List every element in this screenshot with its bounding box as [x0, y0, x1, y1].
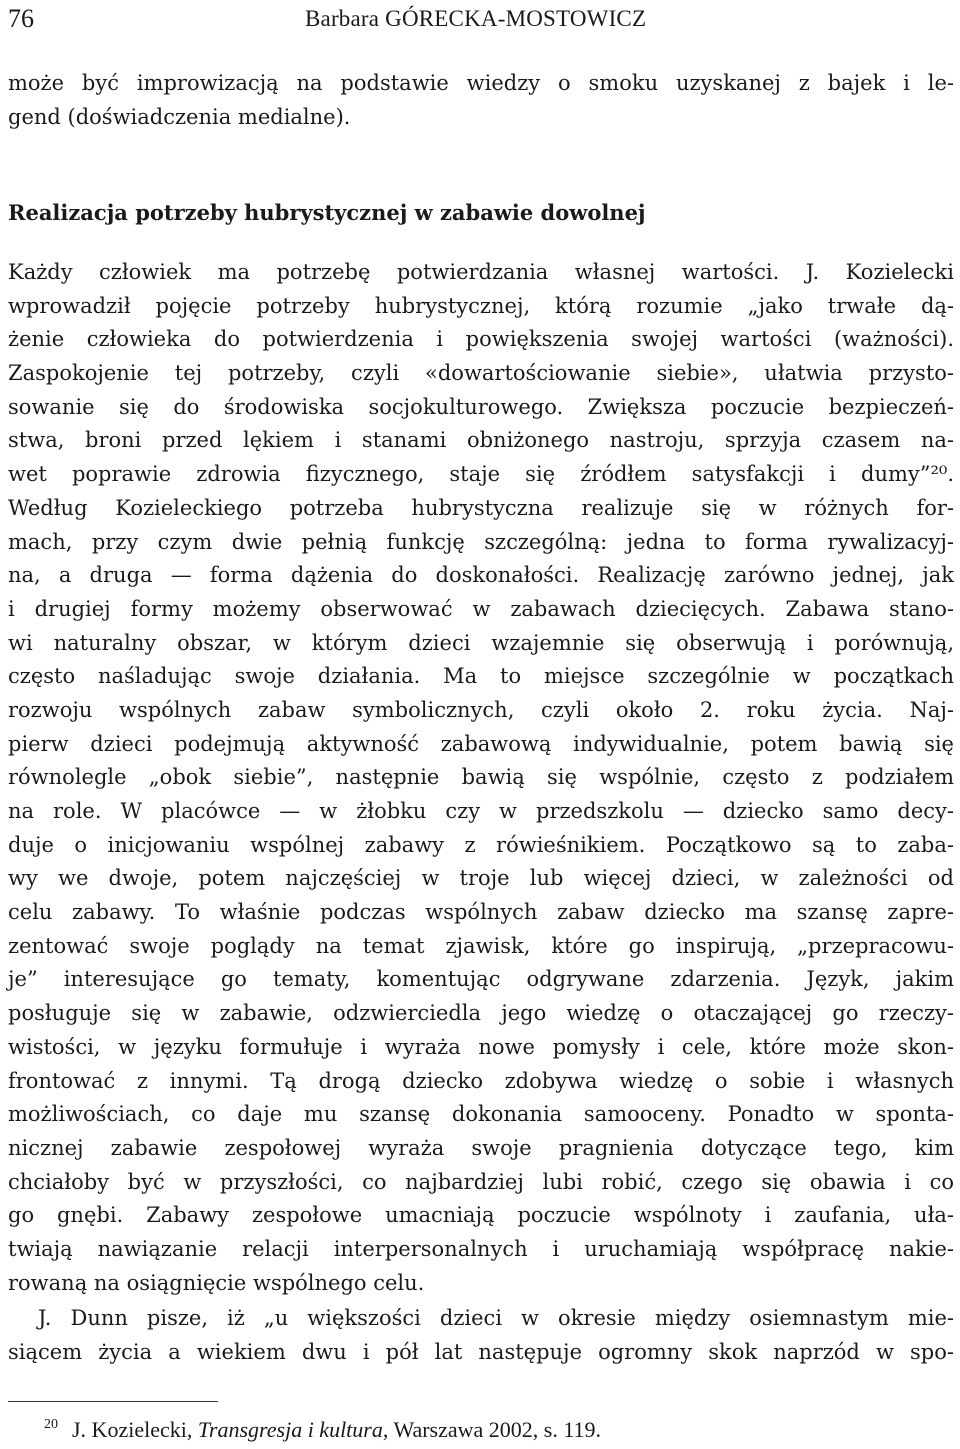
text-line: wy we dwoje, potem najczęściej w troje lub więcej dzieci, w zależności od [8, 866, 954, 891]
text-line: rozwoju wspólnych zabaw symbolicznych, czyli około 2. roku życia. Naj- [8, 697, 954, 722]
footnote-author: J. Kozielecki, [72, 1417, 193, 1442]
text-line: zentować swoje poglądy na temat zjawisk, które go inspirują, „przepracowu- [8, 933, 954, 958]
footnote-rule [8, 1401, 218, 1402]
text-line: i drugiej formy możemy obserwować w zabawach dziecięcych. Zabawa stano- [8, 596, 954, 621]
text-line: siącem życia a wiekiem dwu i pół lat następuje ogromny skok naprzód w spo- [8, 1339, 954, 1364]
text-line: żenie człowieka do potwierdzenia i powiększenia swojej wartości (ważności). [8, 327, 954, 352]
text-line: J. Dunn pisze, iż „u większości dzieci w okresie między osiemnastym mie- [38, 1306, 954, 1330]
text-line: Każdy człowiek ma potrzebę potwierdzania własnej wartości. J. Kozielecki [8, 260, 954, 284]
text-line: gend (doświadczenia medialne). [8, 104, 351, 129]
text-line: nicznej zabawie zespołowej wyraża swoje pragnienia dotyczące tego, kim [8, 1135, 954, 1160]
text-line: sowanie się do środowiska socjokulturowego. Zwiększa poczucie bezpieczeń- [8, 394, 954, 419]
footnote-marker: 20 [44, 1417, 58, 1432]
section-heading: Realizacja potrzeby hubrystycznej w zabawie dowolnej [8, 200, 646, 225]
text-line: frontować z innymi. Tą drogą dziecko zdobywa wiedzę o sobie i własnych [8, 1068, 954, 1093]
text-line: je” interesujące go tematy, komentując odgrywane zdarzenia. Język, jakim [8, 967, 954, 992]
intro-text [8, 67, 954, 134]
text-line: stwa, broni przed lękiem i stanami obniżonego nastroju, sprzyja czasem na- [8, 428, 954, 453]
text-line: Według Kozieleckiego potrzeba hubrystyczna realizuje się w różnych for- [8, 495, 954, 520]
text-line: duje o inicjowaniu wspólnej zabawy z rówieśnikiem. Początkowo są to zaba- [8, 832, 954, 857]
text-line: pierw dzieci podejmują aktywność zabawową indywidualnie, potem bawią się [8, 731, 954, 756]
text-line: celu zabawy. To właśnie podczas wspólnych zabaw dziecko ma szansę zapre- [8, 900, 954, 925]
text-line: wprowadził pojęcie potrzeby hubrystycznej, którą rozumie „jako trwałe dą- [8, 293, 954, 318]
paragraph-1 [8, 256, 954, 1300]
footnote-title: Transgresja i kultura [197, 1417, 383, 1442]
footnote [44, 1417, 601, 1443]
text-line: wi naturalny obszar, w którym dzieci wzajemnie się obserwują i porównują, [8, 630, 954, 655]
text-line: posługuje się w zabawie, odzwierciedla jego wiedzę o otaczającej go rzeczy- [8, 1001, 954, 1026]
text-line: twiają nawiązanie relacji interpersonalnych i uruchamiają współpracę nakie- [8, 1236, 954, 1261]
text-line: chciałoby być w przyszłości, co najbardziej lubi robić, czego się obawia i co [8, 1169, 954, 1194]
text-line: mach, przy czym dwie pełnią funkcję szczególną: jedna to forma rywalizacyj- [8, 529, 954, 554]
text-line: na, a druga — forma dążenia do doskonałości. Realizację zarówno jednej, jak [8, 563, 954, 588]
text-line: często naśladując swoje działania. Ma to miejsce szczególnie w początkach [8, 664, 954, 689]
text-line: go gnębi. Zabawy zespołowe umacniają poczucie wspólnoty i zaufania, uła- [8, 1203, 954, 1228]
text-line: na role. W placówce — w żłobku czy w przedszkolu — dziecko samo decy- [8, 799, 954, 823]
running-head: Barbara GÓRECKA-MOSTOWICZ [305, 6, 647, 31]
text-line: rowaną na osiągnięcie wspólnego celu. [8, 1270, 425, 1295]
footnote-rest: , Warszawa 2002, s. 119. [382, 1417, 602, 1442]
text-line: równolegle „obok siebie”, następnie bawią się wspólnie, często z podziałem [8, 765, 954, 790]
text-line: Zaspokojenie tej potrzeby, czyli «dowartościowanie siebie», ułatwia przysto- [8, 361, 954, 386]
paragraph-2 [8, 1302, 954, 1369]
page-number: 76 [8, 4, 34, 33]
text-line: wistości, w języku formułuje i wyraża nowe pomysły i cele, które może skon- [8, 1034, 954, 1059]
text-line: wet poprawie zdrowia fizycznego, staje się źródłem satysfakcji i dumy”²⁰. [8, 462, 954, 487]
text-line: możliwościach, co daje mu szansę dokonania samooceny. Ponadto w sponta- [8, 1102, 954, 1127]
text-line: może być improwizacją na podstawie wiedzy o smoku uzyskanej z bajek i le- [8, 71, 954, 95]
